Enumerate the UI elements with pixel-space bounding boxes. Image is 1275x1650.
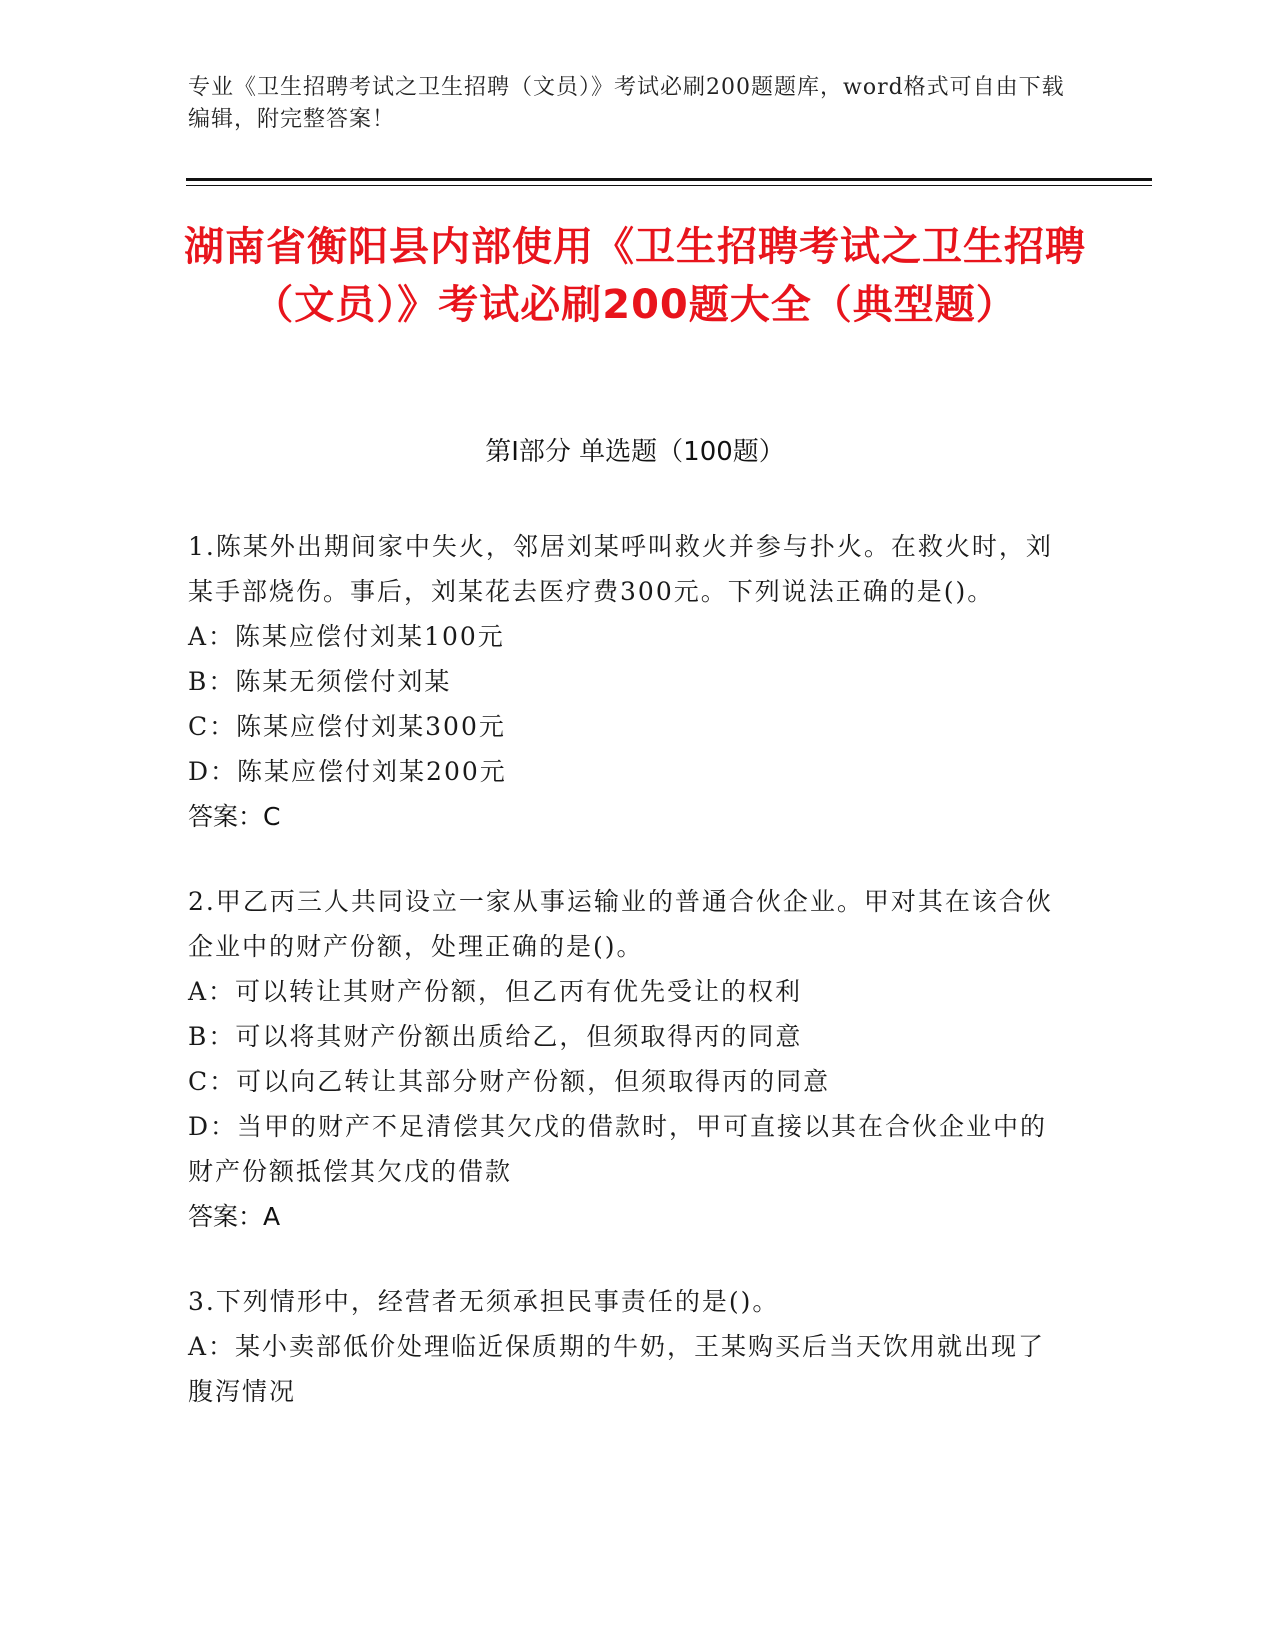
option-d: D：陈某应偿付刘某200元	[188, 757, 507, 786]
header-rule-thin	[186, 185, 1152, 186]
option-a: A：某小卖部低价处理临近保质期的牛奶，王某购买后当天饮用就出现了腹泻情况	[188, 1332, 1046, 1406]
question-1	[188, 524, 1068, 839]
answer-line: 答案：C	[188, 802, 281, 831]
option-b: B：陈某无须偿付刘某	[188, 667, 452, 696]
question-text: 3.下列情形中，经营者无须承担民事责任的是()。	[188, 1287, 780, 1316]
question-2	[188, 879, 1068, 1239]
document-title: 湖南省衡阳县内部使用《卫生招聘考试之卫生招聘（文员）》考试必刷200题大全（典型题）	[184, 224, 1086, 328]
option-a: A：陈某应偿付刘某100元	[188, 622, 505, 651]
option-b: B：可以将其财产份额出质给乙，但须取得丙的同意	[188, 1022, 803, 1051]
question-3	[188, 1279, 1068, 1414]
option-a: A：可以转让其财产份额，但乙丙有优先受让的权利	[188, 977, 803, 1006]
option-c: C：陈某应偿付刘某300元	[188, 712, 506, 741]
question-list	[188, 524, 1068, 1454]
question-text: 2.甲乙丙三人共同设立一家从事运输业的普通合伙企业。甲对其在该合伙企业中的财产份额，处理正确的是()。	[188, 887, 1053, 961]
question-text: 1.陈某外出期间家中失火，邻居刘某呼叫救火并参与扑火。在救火时，刘某手部烧伤。事后，刘某花去医疗费300元。下列说法正确的是()。	[188, 532, 1053, 606]
header-rule-thick	[186, 178, 1152, 181]
option-c: C：可以向乙转让其部分财产份额，但须取得丙的同意	[188, 1067, 831, 1096]
answer-line: 答案：A	[188, 1202, 281, 1231]
header-note: 专业《卫生招聘考试之卫生招聘（文员）》考试必刷200题题库，word格式可自由下载编辑，附完整答案！	[188, 75, 1065, 132]
section-heading: 第I部分 单选题（100题）	[485, 437, 785, 467]
option-d: D：当甲的财产不足清偿其欠戊的借款时，甲可直接以其在合伙企业中的财产份额抵偿其欠戊的借款	[188, 1112, 1048, 1186]
